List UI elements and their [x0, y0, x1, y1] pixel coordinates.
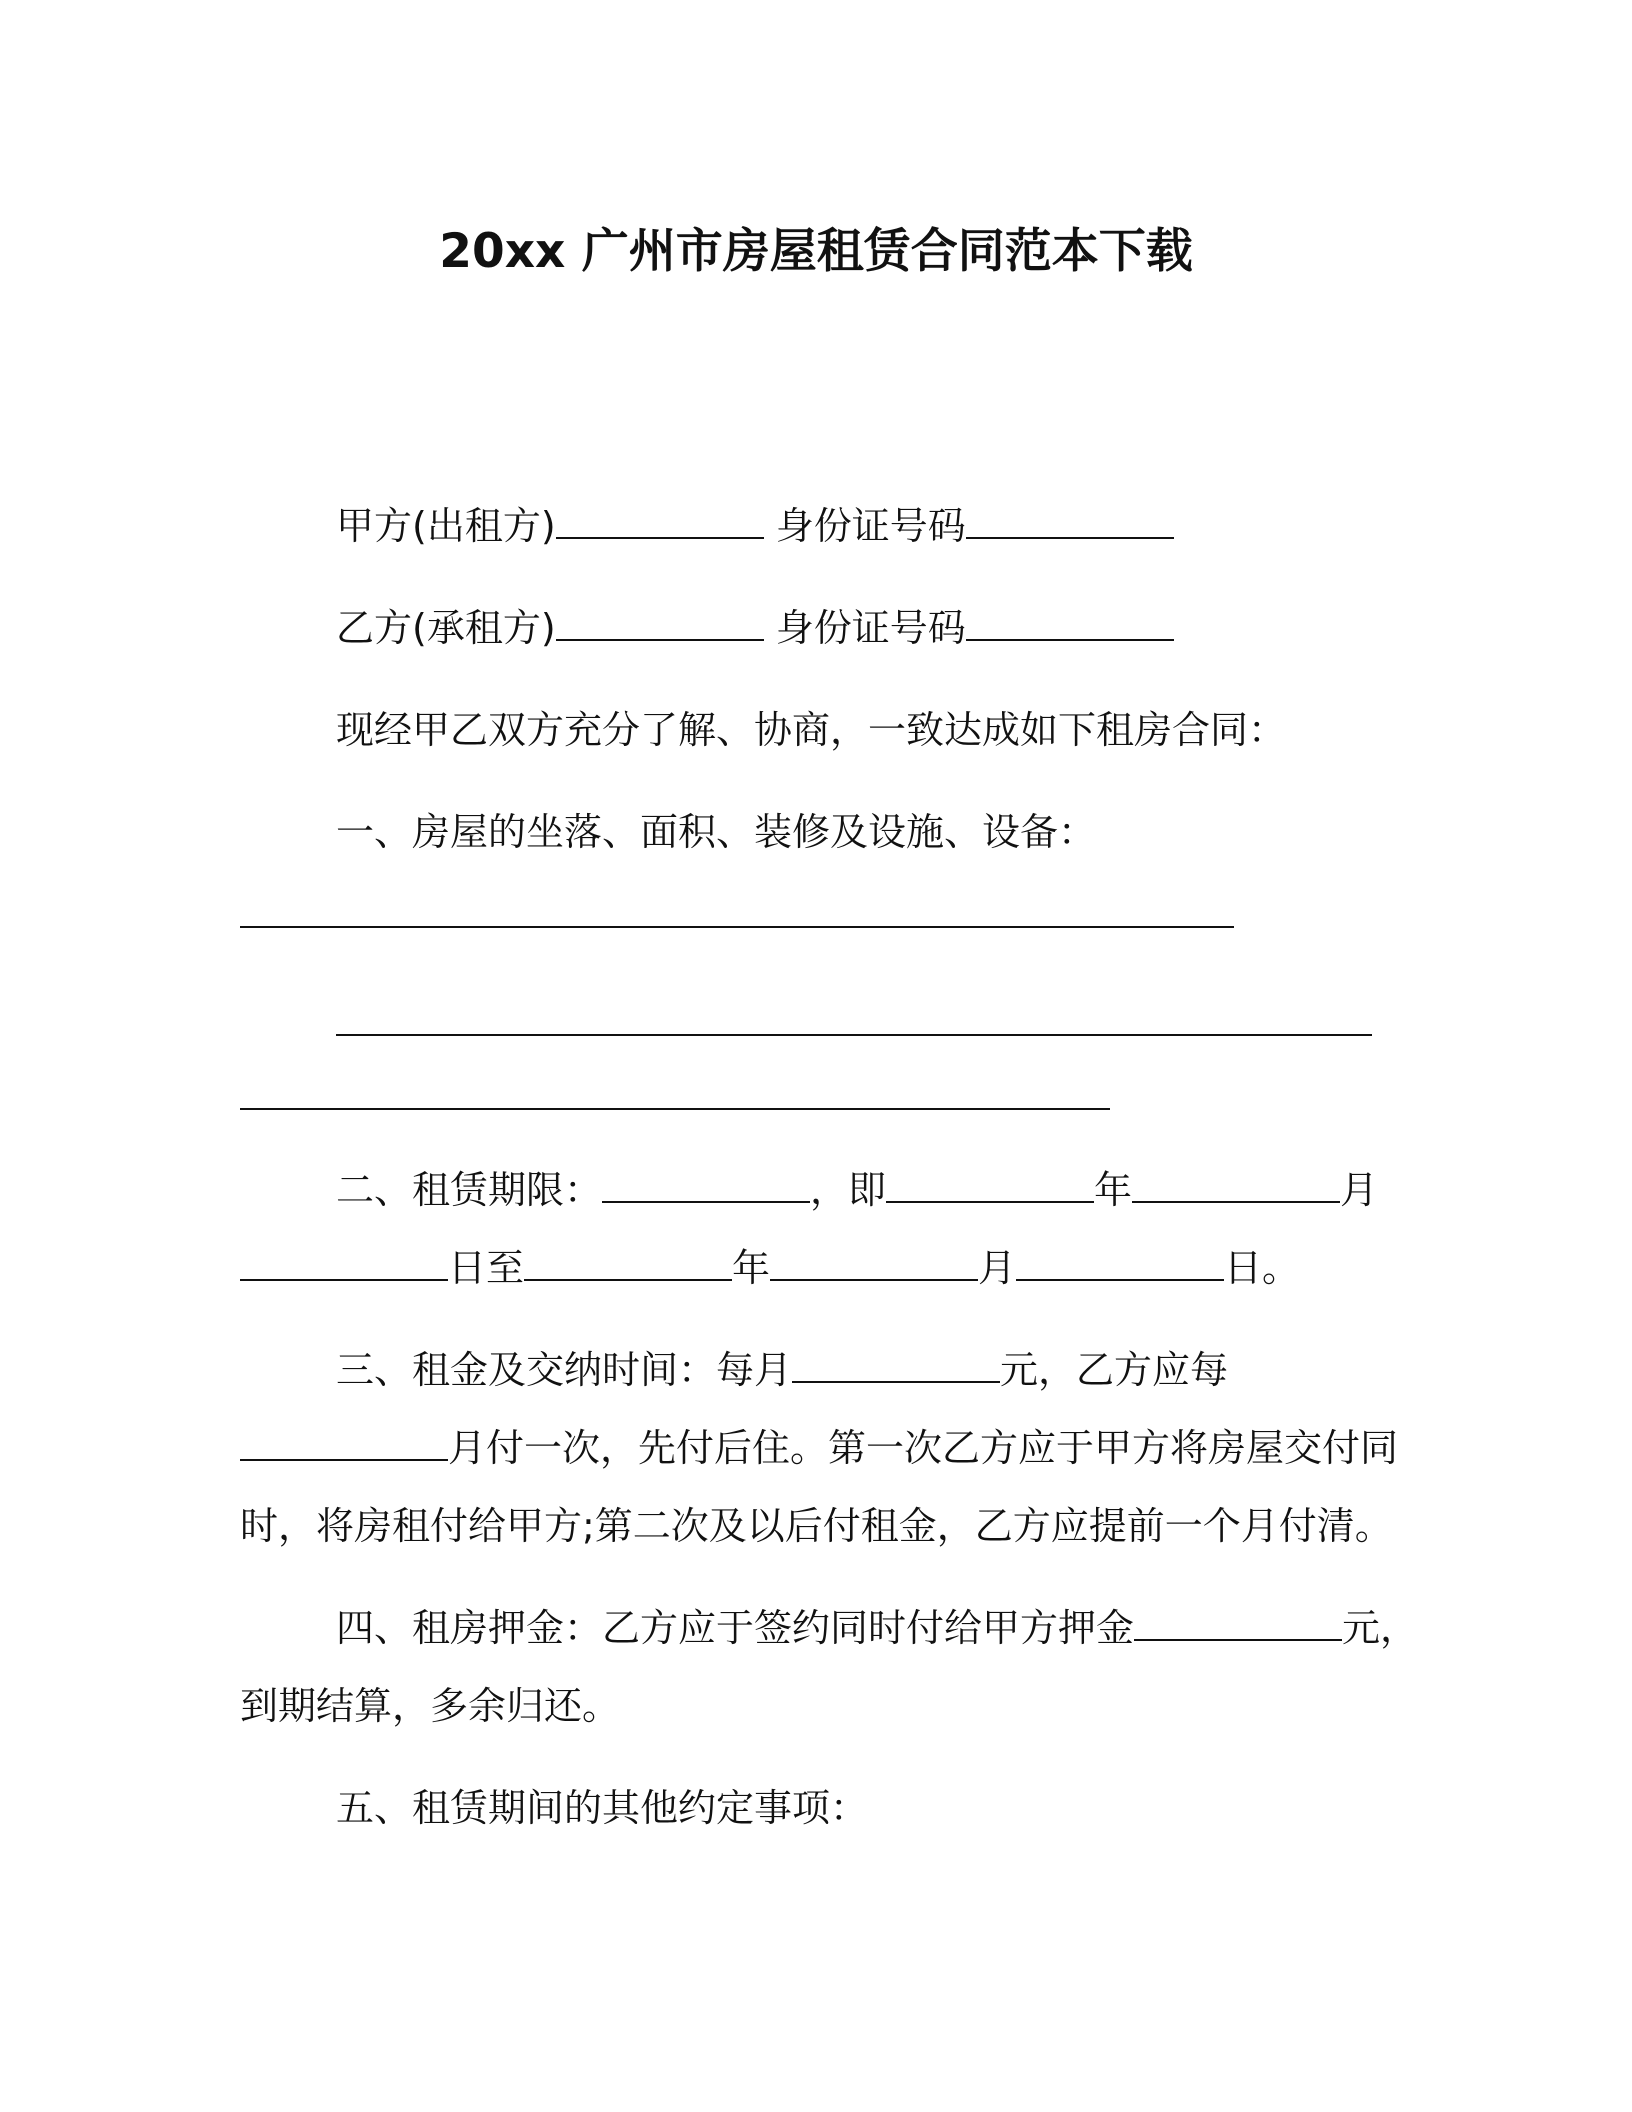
party-b-id-blank [966, 605, 1174, 641]
party-a-label: 甲方(出租方) [336, 504, 556, 548]
end-year-blank [524, 1245, 732, 1281]
section-2-text-3: 月 [1340, 1168, 1379, 1212]
section-2-text-4: 日至 [448, 1246, 525, 1290]
section-3-text-2: 月付一次，先付后住。第一次乙方应于甲方将房屋交付同 [448, 1426, 1399, 1470]
party-b-name-blank [556, 605, 764, 641]
section-2-text-1: ，即 [810, 1168, 887, 1212]
section-2-heading: 二、租赁期限： [336, 1168, 603, 1212]
end-month-blank [770, 1245, 978, 1281]
section-3-line-3: 时，将房租付给甲方;第二次及以后付租金，乙方应提前一个月付清。 [240, 1504, 1393, 1548]
section-4-heading: 四、租房押金：乙方应于签约同时付给甲方押金 [336, 1606, 1135, 1650]
end-day-blank [1016, 1245, 1224, 1281]
section-2-text-6: 月 [978, 1246, 1017, 1290]
party-b-id-label: 身份证号码 [775, 606, 966, 650]
section-5-heading: 五、租赁期间的其他约定事项： [336, 1786, 869, 1830]
section-4-line-2: 到期结算，多余归还。 [240, 1684, 621, 1728]
start-year-blank [886, 1167, 1094, 1203]
section-2-line-2 [240, 1242, 1400, 1294]
monthly-rent-blank [792, 1347, 1000, 1383]
section-1-blank-1 [240, 926, 1234, 928]
section-1-blank-2 [336, 1034, 1372, 1036]
lease-term-blank [602, 1167, 810, 1203]
party-a-line [240, 500, 1400, 552]
deposit-blank [1134, 1605, 1342, 1641]
section-4-line-1 [240, 1602, 1419, 1654]
section-1-heading: 一、房屋的坐落、面积、装修及设施、设备： [336, 810, 1097, 854]
party-b-label: 乙方(承租方) [336, 606, 556, 650]
party-b-line [240, 602, 1400, 654]
section-2-text-2: 年 [1094, 1168, 1133, 1212]
party-a-id-label: 身份证号码 [775, 504, 966, 548]
payment-interval-blank [240, 1425, 448, 1461]
document-title: 20xx 广州市房屋租赁合同范本下载 [439, 224, 1193, 279]
section-3-heading: 三、租金及交纳时间：每月 [336, 1348, 793, 1392]
section-4-text-1: 元， [1342, 1606, 1419, 1650]
party-a-id-blank [966, 503, 1174, 539]
party-a-name-blank [556, 503, 764, 539]
section-3-line-1 [240, 1344, 1400, 1396]
start-month-blank [1132, 1167, 1340, 1203]
intro-text: 现经甲乙双方充分了解、协商，一致达成如下租房合同： [336, 708, 1287, 752]
section-3-text-1: 元，乙方应每 [1000, 1348, 1229, 1392]
start-day-blank [240, 1245, 448, 1281]
section-2-line-1 [240, 1164, 1400, 1216]
section-3-line-2 [240, 1422, 1400, 1474]
section-1-blank-3 [240, 1108, 1110, 1110]
section-2-text-7: 日。 [1224, 1246, 1301, 1290]
section-2-text-5: 年 [732, 1246, 771, 1290]
